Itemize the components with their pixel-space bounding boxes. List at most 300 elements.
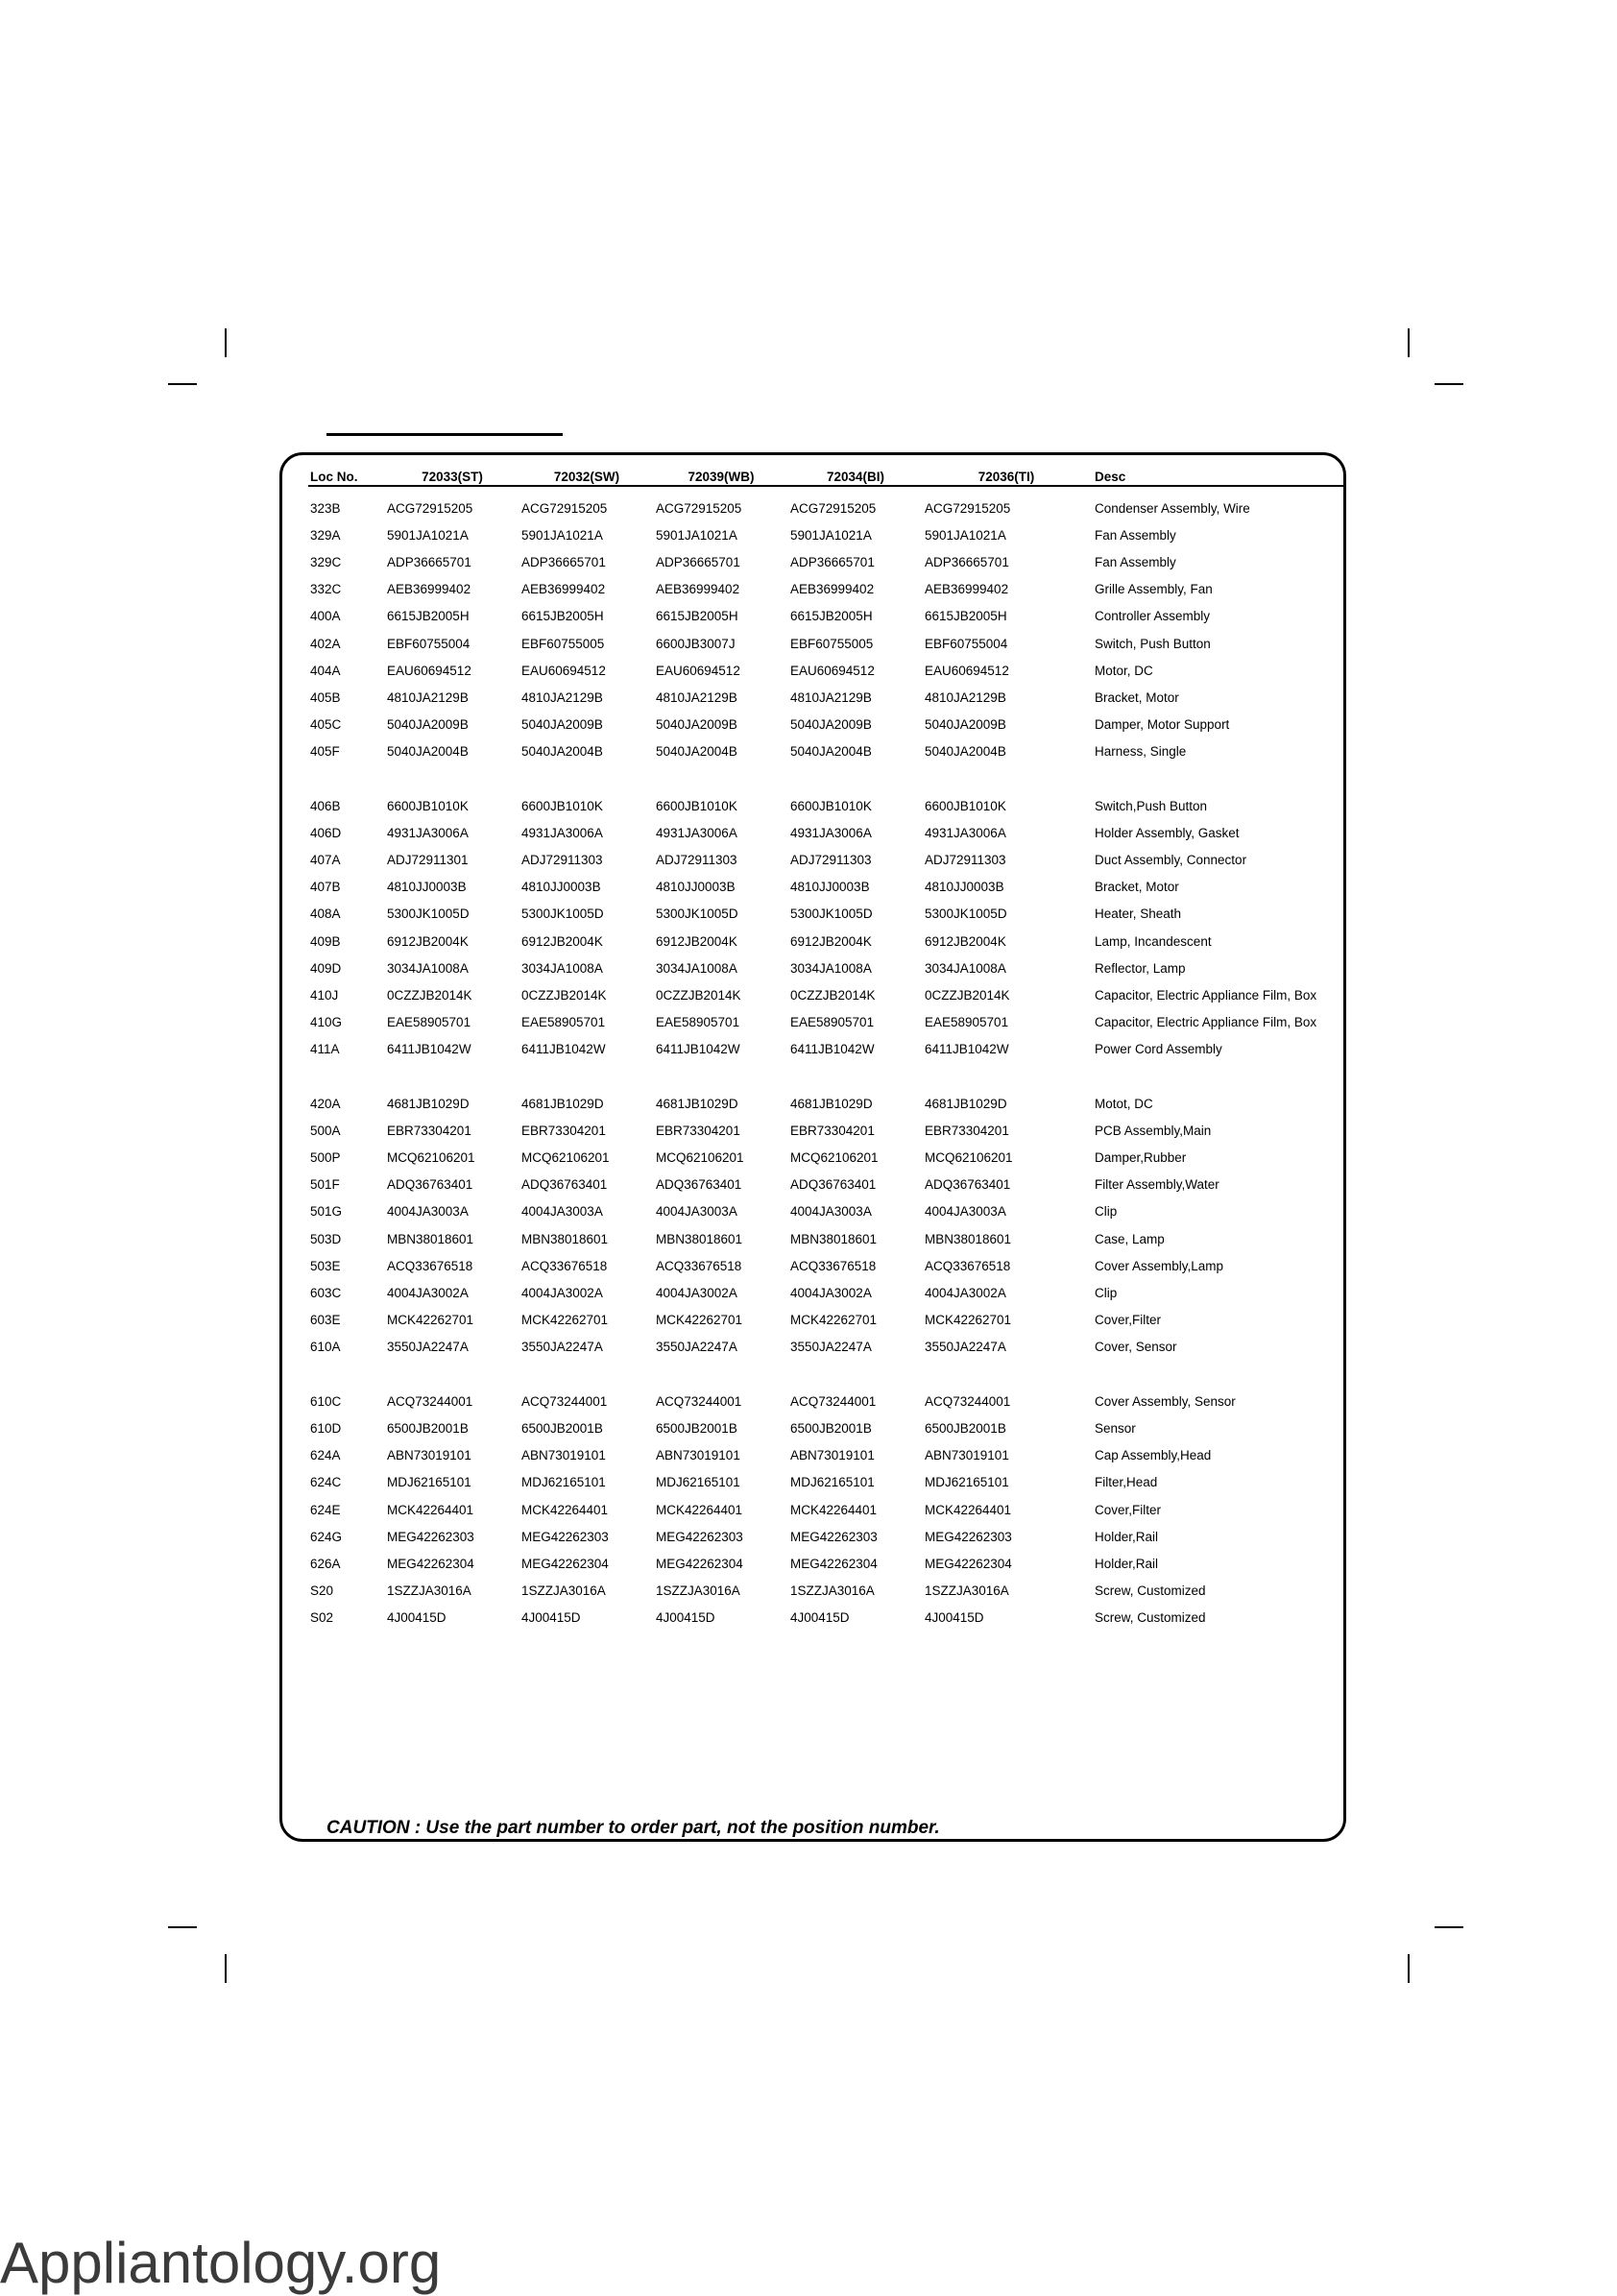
- part-number-cell: MBN38018601: [521, 1231, 609, 1246]
- desc-cell: Holder,Rail: [1095, 1556, 1159, 1571]
- desc-cell: Capacitor, Electric Appliance Film, Box: [1095, 987, 1317, 1003]
- part-number-cell: MEG42262303: [790, 1529, 878, 1544]
- table-row: [308, 955, 1343, 981]
- part-number-cell: ADJ72911301: [387, 853, 469, 868]
- loc-no-cell: 329C: [310, 554, 342, 569]
- desc-cell: Duct Assembly, Connector: [1095, 853, 1247, 868]
- table-row: [308, 576, 1343, 603]
- part-number-cell: ABN73019101: [925, 1448, 1009, 1463]
- table-row: [308, 1090, 1343, 1117]
- part-number-cell: 6600JB1010K: [387, 798, 469, 813]
- part-number-cell: ABN73019101: [521, 1448, 606, 1463]
- part-number-cell: ACQ73244001: [925, 1393, 1011, 1409]
- loc-no-cell: 603E: [310, 1313, 341, 1328]
- desc-cell: Grille Assembly, Fan: [1095, 582, 1213, 597]
- part-number-cell: ACQ33676518: [925, 1258, 1011, 1273]
- table-row: [308, 792, 1343, 819]
- header-desc: Desc: [1090, 461, 1343, 486]
- part-number-cell: 6615JB2005H: [656, 609, 738, 624]
- part-number-cell: MDJ62165101: [925, 1475, 1009, 1490]
- table-row: [308, 1523, 1343, 1550]
- part-number-cell: ADP36665701: [521, 554, 606, 569]
- loc-no-cell: 407A: [310, 853, 341, 868]
- parts-table-body: [308, 486, 1343, 1631]
- desc-cell: Bracket, Motor: [1095, 689, 1179, 705]
- part-number-cell: 5901JA1021A: [387, 527, 469, 543]
- part-number-cell: 6912JB2004K: [521, 933, 603, 949]
- part-number-cell: MEG42262304: [387, 1556, 474, 1571]
- desc-cell: Power Cord Assembly: [1095, 1042, 1222, 1057]
- part-number-cell: 5040JA2009B: [656, 717, 737, 733]
- part-number-cell: EBR73304201: [790, 1123, 875, 1138]
- part-number-cell: MEG42262304: [925, 1556, 1012, 1571]
- part-number-cell: EAU60694512: [790, 663, 875, 678]
- part-number-cell: 4681JB1029D: [521, 1096, 604, 1111]
- part-number-cell: 6411JB1042W: [790, 1042, 875, 1057]
- part-number-cell: 4681JB1029D: [925, 1096, 1007, 1111]
- part-number-cell: EAE58905701: [656, 1015, 740, 1030]
- part-number-cell: 1SZZJA3016A: [387, 1583, 471, 1599]
- table-row: [308, 1388, 1343, 1414]
- group-spacer-row: [308, 1361, 1343, 1388]
- desc-cell: Motor, DC: [1095, 663, 1153, 678]
- part-number-cell: ACQ33676518: [790, 1258, 877, 1273]
- loc-no-cell: 405F: [310, 744, 340, 760]
- part-number-cell: 6615JB2005H: [925, 609, 1007, 624]
- part-number-cell: ADQ36763401: [790, 1177, 877, 1193]
- part-number-cell: 6600JB3007J: [656, 636, 736, 651]
- part-number-cell: MCK42264401: [925, 1502, 1012, 1517]
- part-number-cell: MCQ62106201: [656, 1150, 744, 1166]
- desc-cell: Lamp, Incandescent: [1095, 933, 1212, 949]
- part-number-cell: 3034JA1008A: [925, 960, 1006, 976]
- crop-mark-top-right-vertical: [1408, 328, 1410, 357]
- table-row: [308, 1414, 1343, 1441]
- part-number-cell: ACG72915205: [656, 500, 742, 516]
- part-number-cell: 3550JA2247A: [387, 1340, 469, 1355]
- part-number-cell: AEB36999402: [387, 582, 471, 597]
- table-row: [308, 874, 1343, 901]
- loc-no-cell: 410J: [310, 987, 339, 1003]
- part-number-cell: MCK42262701: [656, 1313, 743, 1328]
- table-row: [308, 981, 1343, 1008]
- part-number-cell: ACQ73244001: [521, 1393, 608, 1409]
- part-number-cell: 5300JK1005D: [925, 906, 1007, 922]
- desc-cell: Sensor: [1095, 1420, 1136, 1436]
- part-number-cell: 6600JB1010K: [521, 798, 603, 813]
- part-number-cell: MCK42262701: [790, 1313, 878, 1328]
- part-number-cell: 5300JK1005D: [387, 906, 470, 922]
- part-number-cell: 4004JA3002A: [387, 1286, 469, 1301]
- part-number-cell: MEG42262304: [656, 1556, 743, 1571]
- part-number-cell: ACQ33676518: [521, 1258, 608, 1273]
- table-row: [308, 928, 1343, 955]
- desc-cell: Case, Lamp: [1095, 1231, 1165, 1246]
- desc-cell: Switch, Push Button: [1095, 636, 1211, 651]
- desc-cell: Holder Assembly, Gasket: [1095, 825, 1240, 840]
- crop-mark-bottom-right-vertical: [1408, 1954, 1410, 1983]
- part-number-cell: ADP36665701: [656, 554, 740, 569]
- part-number-cell: 4004JA3003A: [387, 1204, 469, 1220]
- part-number-cell: EAE58905701: [387, 1015, 471, 1030]
- table-row: [308, 1009, 1343, 1036]
- part-number-cell: 5040JA2009B: [925, 717, 1006, 733]
- loc-no-cell: 420A: [310, 1096, 341, 1111]
- desc-cell: Controller Assembly: [1095, 609, 1211, 624]
- desc-cell: Filter Assembly,Water: [1095, 1177, 1219, 1193]
- part-number-cell: MCQ62106201: [387, 1150, 475, 1166]
- part-number-cell: 4681JB1029D: [656, 1096, 738, 1111]
- part-number-cell: ACQ33676518: [656, 1258, 742, 1273]
- desc-cell: Cover, Sensor: [1095, 1340, 1177, 1355]
- part-number-cell: EBR73304201: [521, 1123, 606, 1138]
- part-number-cell: 0CZZJB2014K: [790, 987, 876, 1003]
- part-number-cell: 4J00415D: [387, 1610, 446, 1626]
- loc-no-cell: 626A: [310, 1556, 341, 1571]
- part-number-cell: 6615JB2005H: [387, 609, 470, 624]
- part-number-cell: MCQ62106201: [521, 1150, 610, 1166]
- part-number-cell: 5040JA2004B: [656, 744, 737, 760]
- table-row: [308, 1036, 1343, 1063]
- part-number-cell: 4931JA3006A: [521, 825, 603, 840]
- loc-no-cell: 407B: [310, 880, 341, 895]
- table-row: [308, 1550, 1343, 1577]
- part-number-cell: 4004JA3003A: [521, 1204, 603, 1220]
- parts-list-table: [308, 461, 1343, 1631]
- part-number-cell: EBF60755005: [521, 636, 605, 651]
- loc-no-cell: 624C: [310, 1475, 342, 1490]
- section-header-rule: [326, 433, 563, 436]
- desc-cell: Reflector, Lamp: [1095, 960, 1186, 976]
- part-number-cell: ABN73019101: [387, 1448, 471, 1463]
- desc-cell: Fan Assembly: [1095, 554, 1176, 569]
- part-number-cell: ADQ36763401: [656, 1177, 742, 1193]
- part-number-cell: 6411JB1042W: [387, 1042, 471, 1057]
- part-number-cell: 3034JA1008A: [521, 960, 603, 976]
- table-row: [308, 1469, 1343, 1496]
- part-number-cell: 6500JB2001B: [790, 1420, 872, 1436]
- part-number-cell: 4J00415D: [656, 1610, 715, 1626]
- part-number-cell: ACG72915205: [925, 500, 1011, 516]
- desc-cell: Clip: [1095, 1204, 1118, 1220]
- part-number-cell: 1SZZJA3016A: [790, 1583, 875, 1599]
- table-row: [308, 1252, 1343, 1279]
- part-number-cell: 5300JK1005D: [790, 906, 873, 922]
- table-row: [308, 1307, 1343, 1334]
- table-row: [308, 486, 1343, 521]
- site-watermark: Appliantology.org: [0, 2231, 442, 2295]
- part-number-cell: MCK42264401: [790, 1502, 878, 1517]
- part-number-cell: 4J00415D: [521, 1610, 581, 1626]
- part-number-cell: ADJ72911303: [521, 853, 603, 868]
- part-number-cell: 4931JA3006A: [387, 825, 469, 840]
- table-header-row: [308, 461, 1343, 486]
- caution-note: CAUTION : Use the part number to order part, not the position number.: [326, 1818, 940, 1838]
- part-number-cell: 3550JA2247A: [521, 1340, 603, 1355]
- part-number-cell: MCK42262701: [925, 1313, 1012, 1328]
- loc-no-cell: 405B: [310, 689, 341, 705]
- loc-no-cell: 332C: [310, 582, 342, 597]
- part-number-cell: MEG42262303: [656, 1529, 743, 1544]
- loc-no-cell: 411A: [310, 1042, 340, 1057]
- part-number-cell: 1SZZJA3016A: [521, 1583, 606, 1599]
- part-number-cell: 6411JB1042W: [925, 1042, 1009, 1057]
- table-row: [308, 901, 1343, 928]
- part-number-cell: MDJ62165101: [790, 1475, 875, 1490]
- part-number-cell: EAE58905701: [521, 1015, 606, 1030]
- desc-cell: Filter,Head: [1095, 1475, 1158, 1490]
- loc-no-cell: 409B: [310, 933, 341, 949]
- part-number-cell: ADP36665701: [387, 554, 471, 569]
- desc-cell: Motot, DC: [1095, 1096, 1153, 1111]
- part-number-cell: MDJ62165101: [521, 1475, 606, 1490]
- part-number-cell: MEG42262304: [790, 1556, 878, 1571]
- part-number-cell: MCQ62106201: [790, 1150, 879, 1166]
- part-number-cell: EBR73304201: [925, 1123, 1009, 1138]
- header-model-72033: 72033(ST): [385, 461, 519, 486]
- desc-cell: Damper,Rubber: [1095, 1150, 1187, 1166]
- part-number-cell: MEG42262303: [925, 1529, 1012, 1544]
- part-number-cell: ACQ73244001: [656, 1393, 742, 1409]
- part-number-cell: 0CZZJB2014K: [521, 987, 607, 1003]
- part-number-cell: MCK42264401: [521, 1502, 609, 1517]
- part-number-cell: EAU60694512: [656, 663, 740, 678]
- desc-cell: Capacitor, Electric Appliance Film, Box: [1095, 1015, 1317, 1030]
- desc-cell: Bracket, Motor: [1095, 880, 1179, 895]
- part-number-cell: MCK42264401: [656, 1502, 743, 1517]
- loc-no-cell: 610A: [310, 1340, 341, 1355]
- loc-no-cell: 610C: [310, 1393, 342, 1409]
- part-number-cell: ACG72915205: [790, 500, 877, 516]
- group-spacer-cell: [308, 1063, 1343, 1090]
- loc-no-cell: 624G: [310, 1529, 343, 1544]
- part-number-cell: 4004JA3002A: [925, 1286, 1006, 1301]
- part-number-cell: 6500JB2001B: [387, 1420, 469, 1436]
- header-model-72034: 72034(BI): [788, 461, 923, 486]
- loc-no-cell: 624A: [310, 1448, 341, 1463]
- table-row: [308, 1279, 1343, 1306]
- part-number-cell: 4810JJ0003B: [790, 880, 870, 895]
- desc-cell: Cover,Filter: [1095, 1502, 1162, 1517]
- part-number-cell: 5040JA2009B: [521, 717, 603, 733]
- group-spacer-row: [308, 1063, 1343, 1090]
- part-number-cell: ADQ36763401: [521, 1177, 608, 1193]
- loc-no-cell: 406D: [310, 825, 342, 840]
- part-number-cell: 4J00415D: [790, 1610, 850, 1626]
- part-number-cell: 1SZZJA3016A: [656, 1583, 740, 1599]
- part-number-cell: 6411JB1042W: [656, 1042, 740, 1057]
- header-loc-no: Loc No.: [308, 461, 385, 486]
- part-number-cell: ABN73019101: [790, 1448, 875, 1463]
- table-row: [308, 657, 1343, 684]
- desc-cell: Screw, Customized: [1095, 1610, 1206, 1626]
- part-number-cell: 6500JB2001B: [925, 1420, 1006, 1436]
- part-number-cell: EBR73304201: [387, 1123, 471, 1138]
- desc-cell: Cover Assembly, Sensor: [1095, 1393, 1236, 1409]
- table-row: [308, 1334, 1343, 1361]
- crop-mark-top-left-vertical: [225, 328, 227, 357]
- part-number-cell: ACG72915205: [387, 500, 473, 516]
- part-number-cell: 5040JA2004B: [521, 744, 603, 760]
- part-number-cell: 5300JK1005D: [656, 906, 738, 922]
- part-number-cell: 5901JA1021A: [925, 527, 1006, 543]
- loc-no-cell: 503D: [310, 1231, 342, 1246]
- crop-mark-bottom-left-horizontal: [168, 1926, 197, 1928]
- part-number-cell: 4004JA3003A: [925, 1204, 1006, 1220]
- part-number-cell: 4810JA2129B: [925, 689, 1006, 705]
- desc-cell: Damper, Motor Support: [1095, 717, 1230, 733]
- loc-no-cell: 400A: [310, 609, 341, 624]
- part-number-cell: MCK42262701: [387, 1313, 474, 1328]
- part-number-cell: 6912JB2004K: [790, 933, 872, 949]
- part-number-cell: ABN73019101: [656, 1448, 740, 1463]
- part-number-cell: 4004JA3003A: [656, 1204, 737, 1220]
- loc-no-cell: 501G: [310, 1204, 343, 1220]
- table-row: [308, 1172, 1343, 1198]
- part-number-cell: 4931JA3006A: [925, 825, 1006, 840]
- loc-no-cell: 501F: [310, 1177, 340, 1193]
- part-number-cell: MEG42262303: [387, 1529, 474, 1544]
- part-number-cell: EBF60755005: [790, 636, 874, 651]
- table-row: [308, 521, 1343, 548]
- table-row: [308, 630, 1343, 657]
- table-row: [308, 1198, 1343, 1225]
- part-number-cell: 4810JJ0003B: [521, 880, 601, 895]
- table-row: [308, 712, 1343, 738]
- part-number-cell: ADQ36763401: [387, 1177, 473, 1193]
- table-row: [308, 603, 1343, 630]
- desc-cell: Screw, Customized: [1095, 1583, 1206, 1599]
- part-number-cell: AEB36999402: [790, 582, 875, 597]
- part-number-cell: MDJ62165101: [387, 1475, 471, 1490]
- loc-no-cell: 624E: [310, 1502, 341, 1517]
- part-number-cell: 3034JA1008A: [656, 960, 737, 976]
- desc-cell: Heater, Sheath: [1095, 906, 1182, 922]
- table-row: [308, 548, 1343, 575]
- part-number-cell: EAE58905701: [925, 1015, 1009, 1030]
- part-number-cell: 4004JA3002A: [521, 1286, 603, 1301]
- part-number-cell: ADJ72911303: [656, 853, 737, 868]
- part-number-cell: 4810JA2129B: [387, 689, 469, 705]
- part-number-cell: 6912JB2004K: [387, 933, 469, 949]
- part-number-cell: MCQ62106201: [925, 1150, 1013, 1166]
- part-number-cell: 5040JA2004B: [925, 744, 1006, 760]
- part-number-cell: 3034JA1008A: [387, 960, 469, 976]
- part-number-cell: AEB36999402: [521, 582, 606, 597]
- part-number-cell: 4810JA2129B: [790, 689, 872, 705]
- part-number-cell: EAU60694512: [521, 663, 606, 678]
- group-spacer-cell: [308, 765, 1343, 792]
- part-number-cell: 4931JA3006A: [790, 825, 872, 840]
- part-number-cell: MEG42262303: [521, 1529, 609, 1544]
- desc-cell: Fan Assembly: [1095, 527, 1176, 543]
- header-model-72036: 72036(TI): [923, 461, 1090, 486]
- part-number-cell: 4J00415D: [925, 1610, 984, 1626]
- part-number-cell: EBF60755004: [925, 636, 1008, 651]
- part-number-cell: ACQ73244001: [387, 1393, 473, 1409]
- desc-cell: PCB Assembly,Main: [1095, 1123, 1212, 1138]
- loc-no-cell: 409D: [310, 960, 342, 976]
- table-row: [308, 1605, 1343, 1631]
- desc-cell: Cover,Filter: [1095, 1313, 1162, 1328]
- part-number-cell: 6912JB2004K: [925, 933, 1006, 949]
- part-number-cell: 0CZZJB2014K: [925, 987, 1010, 1003]
- loc-no-cell: 329A: [310, 527, 341, 543]
- desc-cell: Harness, Single: [1095, 744, 1187, 760]
- part-number-cell: MBN38018601: [387, 1231, 474, 1246]
- part-number-cell: 1SZZJA3016A: [925, 1583, 1009, 1599]
- desc-cell: Cap Assembly,Head: [1095, 1448, 1212, 1463]
- part-number-cell: 6600JB1010K: [790, 798, 872, 813]
- crop-mark-top-right-horizontal: [1435, 383, 1463, 385]
- part-number-cell: 4004JA3002A: [790, 1286, 872, 1301]
- part-number-cell: 3550JA2247A: [656, 1340, 737, 1355]
- part-number-cell: 5040JA2009B: [790, 717, 872, 733]
- header-model-72032: 72032(SW): [519, 461, 654, 486]
- part-number-cell: 5300JK1005D: [521, 906, 604, 922]
- desc-cell: Switch,Push Button: [1095, 798, 1208, 813]
- part-number-cell: 4681JB1029D: [790, 1096, 873, 1111]
- part-number-cell: 4004JA3002A: [656, 1286, 737, 1301]
- table-row: [308, 846, 1343, 873]
- loc-no-cell: 410G: [310, 1015, 343, 1030]
- part-number-cell: MBN38018601: [925, 1231, 1012, 1246]
- loc-no-cell: 503E: [310, 1258, 341, 1273]
- table-row: [308, 738, 1343, 765]
- group-spacer-cell: [308, 1361, 1343, 1388]
- desc-cell: Clip: [1095, 1286, 1118, 1301]
- loc-no-cell: 405C: [310, 717, 342, 733]
- loc-no-cell: 404A: [310, 663, 341, 678]
- loc-no-cell: 610D: [310, 1420, 342, 1436]
- part-number-cell: 6600JB1010K: [925, 798, 1006, 813]
- table-row: [308, 1496, 1343, 1523]
- table-row: [308, 1145, 1343, 1172]
- part-number-cell: ADP36665701: [925, 554, 1009, 569]
- part-number-cell: ADJ72911303: [790, 853, 872, 868]
- part-number-cell: ACQ33676518: [387, 1258, 473, 1273]
- loc-no-cell: 323B: [310, 500, 341, 516]
- loc-no-cell: 402A: [310, 636, 341, 651]
- part-number-cell: 6500JB2001B: [521, 1420, 603, 1436]
- part-number-cell: MCK42262701: [521, 1313, 609, 1328]
- part-number-cell: 0CZZJB2014K: [656, 987, 741, 1003]
- part-number-cell: AEB36999402: [656, 582, 740, 597]
- part-number-cell: 4810JA2129B: [521, 689, 603, 705]
- part-number-cell: 5040JA2004B: [790, 744, 872, 760]
- crop-mark-bottom-left-vertical: [225, 1954, 227, 1983]
- part-number-cell: 5901JA1021A: [521, 527, 603, 543]
- table-row: [308, 1117, 1343, 1144]
- part-number-cell: 3550JA2247A: [790, 1340, 872, 1355]
- part-number-cell: 3550JA2247A: [925, 1340, 1006, 1355]
- part-number-cell: 4810JJ0003B: [387, 880, 467, 895]
- part-number-cell: 4931JA3006A: [656, 825, 737, 840]
- part-number-cell: MCK42264401: [387, 1502, 474, 1517]
- part-number-cell: 4810JA2129B: [656, 689, 737, 705]
- part-number-cell: EBF60755004: [387, 636, 471, 651]
- group-spacer-row: [308, 765, 1343, 792]
- crop-mark-top-left-horizontal: [168, 383, 197, 385]
- part-number-cell: MBN38018601: [790, 1231, 878, 1246]
- part-number-cell: 4810JJ0003B: [925, 880, 1004, 895]
- part-number-cell: ADP36665701: [790, 554, 875, 569]
- loc-no-cell: 406B: [310, 798, 341, 813]
- part-number-cell: 4004JA3003A: [790, 1204, 872, 1220]
- table-row: [308, 684, 1343, 711]
- loc-no-cell: S20: [310, 1583, 334, 1599]
- desc-cell: Holder,Rail: [1095, 1529, 1159, 1544]
